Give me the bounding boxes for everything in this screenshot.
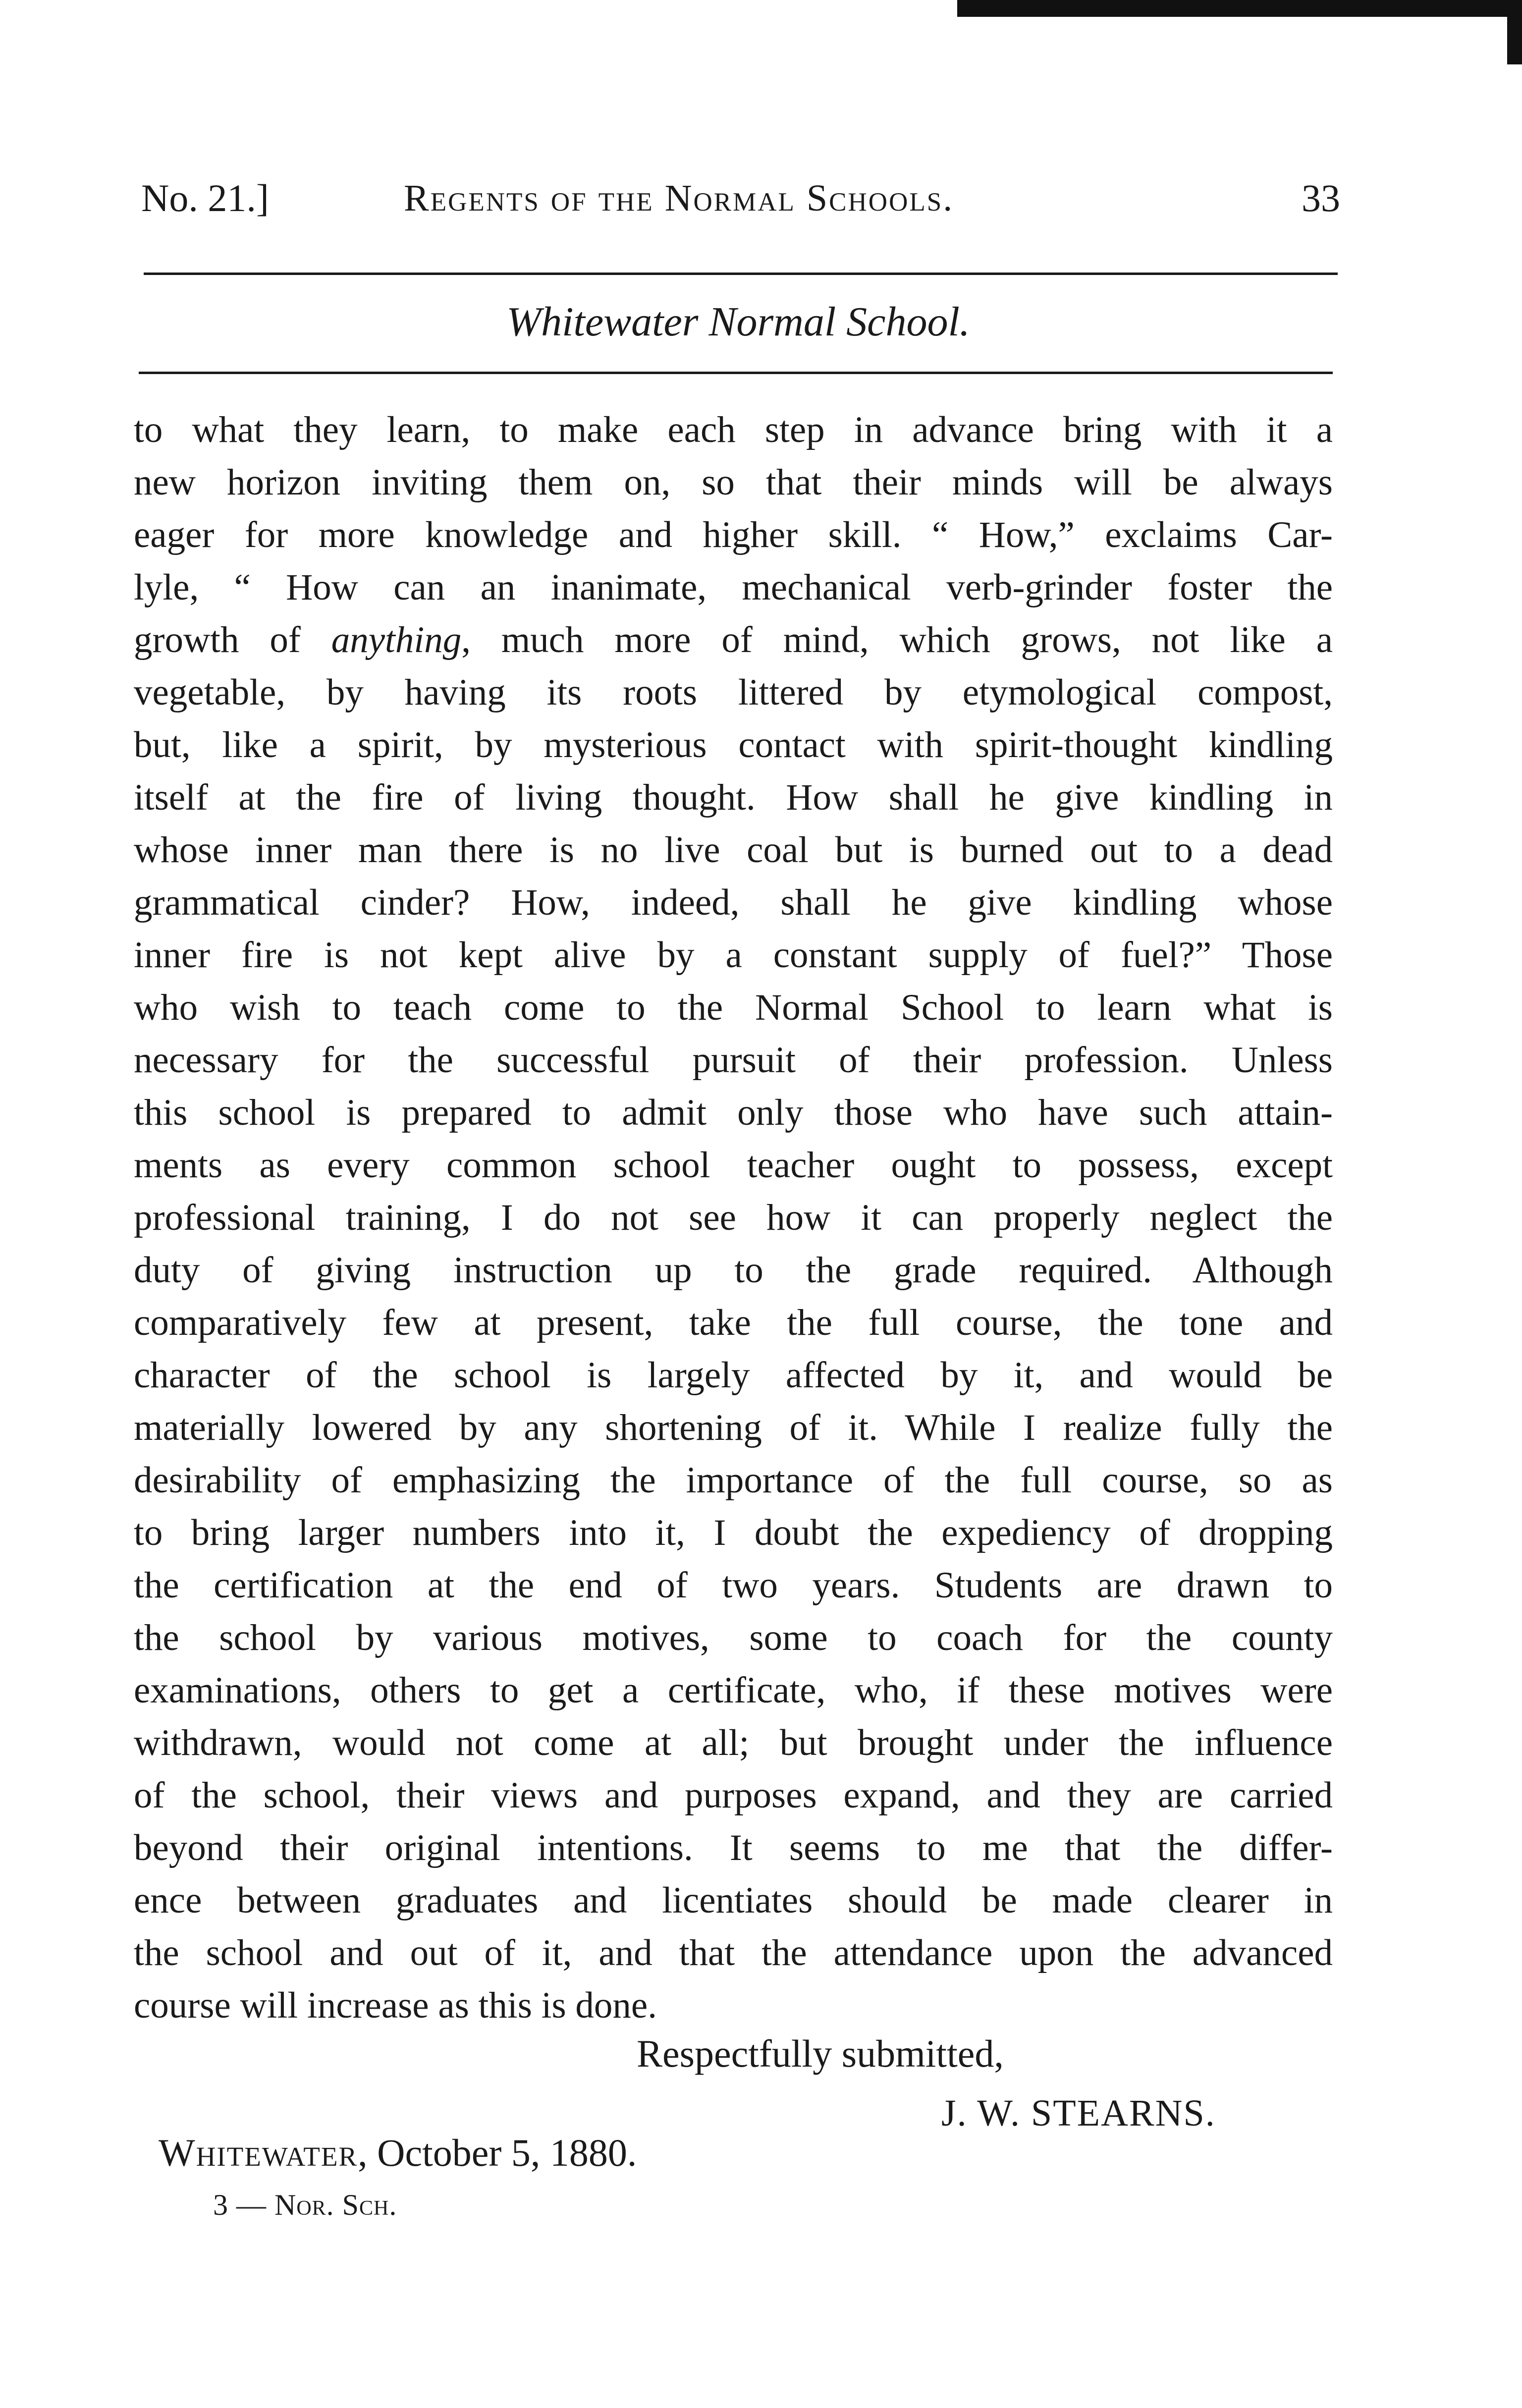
text-line: this school is prepared to admit only those who have such attain-	[134, 1092, 1333, 1133]
text-line: course will increase as this is done.	[134, 1985, 657, 2026]
text-line: whose inner man there is no live coal but is burned out to a dead	[134, 829, 1333, 871]
text-line: grammatical cinder? How, indeed, shall he give kindling whose	[134, 882, 1333, 923]
document-number: No. 21.]	[141, 176, 269, 219]
text-line: inner fire is not kept alive by a constant supply of fuel?” Those	[134, 934, 1333, 976]
text-line: beyond their original intentions. It seems to me that the differ-	[134, 1827, 1333, 1868]
page-number: 33	[1302, 176, 1340, 219]
text-line: the school by various motives, some to coach for the county	[134, 1617, 1333, 1658]
italic-word: anything	[331, 619, 462, 660]
text-line: who wish to teach come to the Normal School to learn what is	[134, 987, 1333, 1028]
body-paragraph	[134, 404, 1333, 2032]
bottom-rule	[139, 372, 1333, 374]
section-heading: Whitewater Normal School.	[506, 299, 970, 345]
running-header	[141, 168, 1340, 228]
closing-phrase: Respectfully submitted,	[637, 2032, 1004, 2075]
text-line: examinations, others to get a certificate, who, if these motives were	[134, 1670, 1333, 1711]
text-segment: , much more of mind, which grows, not like a	[461, 619, 1333, 660]
text-line: withdrawn, would not come at all; but brought under the influence	[134, 1722, 1333, 1763]
signature: J. W. STEARNS.	[941, 2092, 1216, 2134]
text-line: eager for more knowledge and higher skill. “ How,” exclaims Car-	[134, 514, 1333, 555]
text-segment: growth of	[134, 619, 301, 660]
text-line: to bring larger numbers into it, I doubt the expediency of dropping	[134, 1512, 1333, 1553]
top-rule	[144, 273, 1338, 275]
text-line: comparatively few at present, take the full course, the tone and	[134, 1302, 1333, 1343]
text-line: ence between graduates and licentiates should be made clearer in	[134, 1880, 1333, 1921]
running-title: Regents of the Normal Schools.	[404, 177, 954, 219]
date: , October 5, 1880.	[358, 2131, 637, 2174]
place-and-date	[159, 2123, 637, 2183]
text-line: duty of giving instruction up to the grade required. Although	[134, 1250, 1333, 1291]
text-line: itself at the fire of living thought. How shall he give kindling in	[134, 777, 1333, 818]
text-line: new horizon inviting them on, so that their minds will be always	[134, 462, 1333, 503]
text-line: vegetable, by having its roots littered by etymological compost,	[134, 672, 1333, 713]
text-line: the certification at the end of two years. Students are drawn to	[134, 1565, 1333, 1606]
text-line: of the school, their views and purposes expand, and they are carried	[134, 1775, 1333, 1816]
text-line: the school and out of it, and that the attendance upon the advanced	[134, 1932, 1333, 1973]
scan-edge	[957, 0, 1522, 17]
text-line: lyle, “ How can an inanimate, mechanical verb-grinder foster the	[134, 567, 1333, 608]
text-line	[134, 614, 1333, 666]
text-line: professional training, I do not see how it can properly neglect the	[134, 1197, 1333, 1238]
text-line: desirability of emphasizing the importance of the full course, so as	[134, 1460, 1333, 1501]
signature-mark: 3 — Nor. Sch.	[213, 2189, 397, 2221]
text-line: character of the school is largely affected by it, and would be	[134, 1355, 1333, 1396]
place: Whitewater	[159, 2131, 358, 2174]
text-line: materially lowered by any shortening of it. While I realize fully the	[134, 1407, 1333, 1448]
text-line: to what they learn, to make each step in advance bring with it a	[134, 409, 1333, 450]
text-line: but, like a spirit, by mysterious contact with spirit-thought kindling	[134, 724, 1333, 766]
text-line: necessary for the successful pursuit of their profession. Unless	[134, 1040, 1333, 1081]
text-line: ments as every common school teacher ought to possess, except	[134, 1145, 1333, 1186]
